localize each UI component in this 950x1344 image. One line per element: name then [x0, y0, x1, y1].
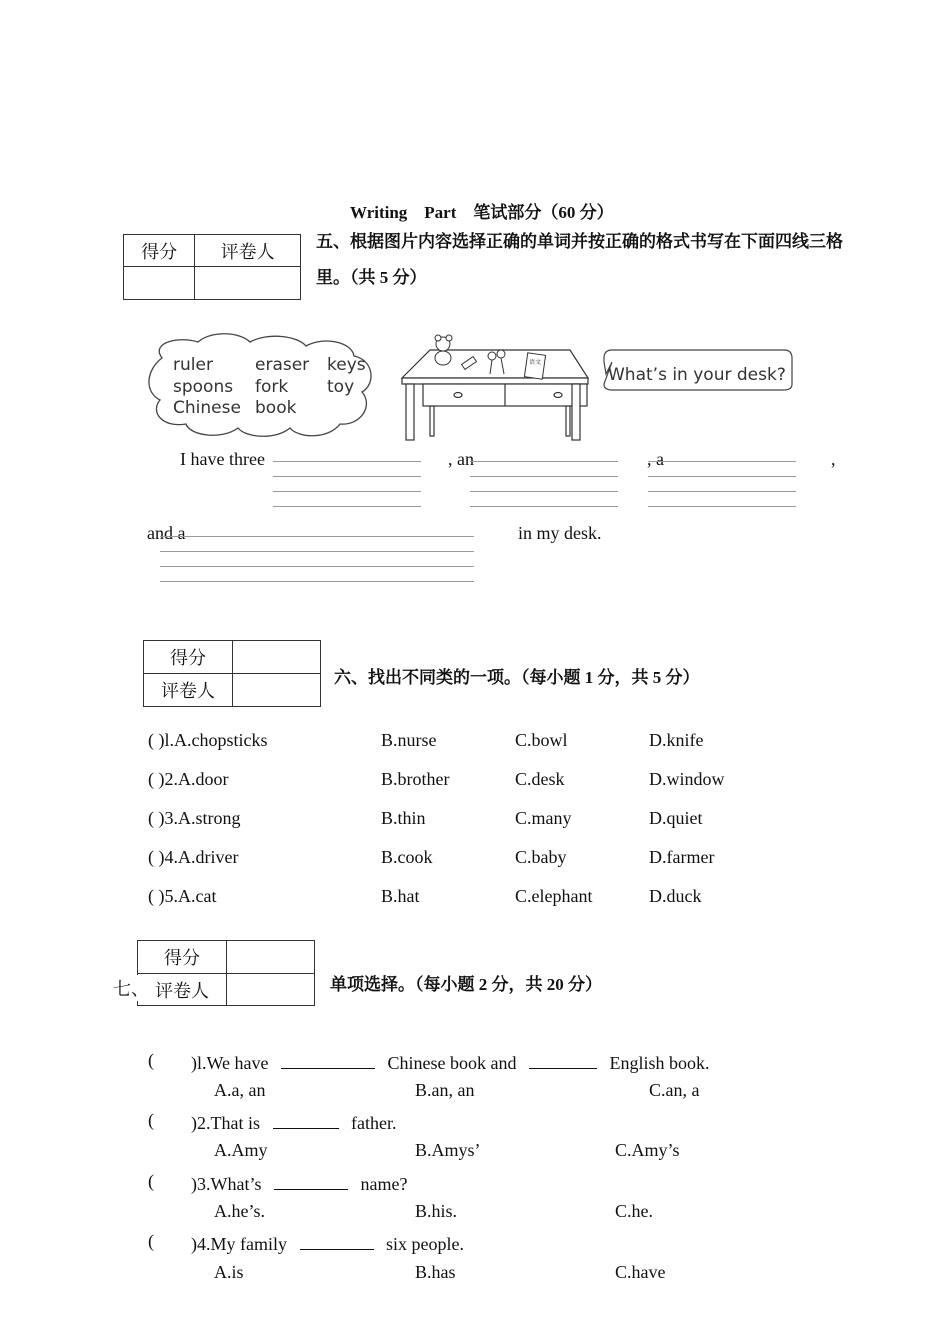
option-c: C.many: [515, 808, 572, 828]
option-c: C.Amy’s: [615, 1140, 680, 1160]
score-cell[interactable]: [233, 641, 321, 674]
option-b: B.Amys’: [415, 1140, 481, 1160]
cloud-word: book: [255, 398, 297, 418]
score-box-7: [137, 940, 315, 1006]
question-stem: ( )5.A.cat: [148, 886, 217, 906]
grader-cell[interactable]: [195, 267, 301, 300]
option-d: D.duck: [649, 886, 702, 906]
grader-label: 评卷人: [144, 674, 233, 707]
option-b: B.thin: [381, 808, 426, 828]
sentence-part: ,: [831, 449, 836, 469]
option-b: B.hat: [381, 886, 420, 906]
section7-number: 七、: [113, 975, 149, 1001]
option-b: B.his.: [415, 1201, 458, 1221]
answer-blank[interactable]: [274, 1171, 348, 1190]
option-d: D.farmer: [649, 847, 715, 867]
grader-label: 评卷人: [138, 974, 227, 1006]
question-post: name?: [360, 1174, 408, 1194]
option-c: C.bowl: [515, 730, 568, 750]
score-cell[interactable]: [124, 267, 195, 300]
sentence-part: in my desk.: [518, 523, 602, 543]
section5-title: 五、根据图片内容选择正确的单词并按正确的格式书写在下面四线三格里。（共 5 分）: [316, 232, 843, 287]
question-pre: )l.We have: [191, 1053, 269, 1073]
writing-lines-2[interactable]: [470, 461, 618, 521]
option-b: B.has: [415, 1262, 456, 1282]
speech-text: What’s in your desk?: [608, 365, 786, 385]
question-post: six people.: [386, 1234, 464, 1254]
option-d: D.window: [649, 769, 725, 789]
grader-cell[interactable]: [233, 674, 321, 707]
option-a: A.he’s.: [214, 1201, 265, 1221]
sentence-part: and a: [147, 523, 186, 543]
cloud-word: eraser: [255, 355, 310, 375]
question-post: English book.: [609, 1053, 710, 1073]
answer-blank[interactable]: [273, 1110, 339, 1129]
cloud-word: Chinese: [173, 398, 241, 418]
score-box-6: [143, 640, 321, 707]
option-a: A.Amy: [214, 1140, 268, 1160]
question-row: [191, 1231, 464, 1255]
option-c: C.an, a: [649, 1080, 700, 1100]
option-a: A.is: [214, 1262, 244, 1282]
grader-label: 评卷人: [195, 235, 301, 267]
answer-blank[interactable]: [281, 1050, 375, 1069]
question-row: [191, 1110, 396, 1134]
option-c: C.have: [615, 1262, 666, 1282]
question-stem: ( )3.A.strong: [148, 808, 241, 828]
option-a: A.a, an: [214, 1080, 266, 1100]
cloud-word: toy: [327, 377, 355, 397]
cloud-word: ruler: [173, 355, 213, 375]
cloud-word: spoons: [173, 377, 234, 397]
score-cell[interactable]: [227, 941, 315, 974]
desk-icon: [402, 350, 588, 440]
sentence-part: , an: [448, 449, 474, 469]
chinese-book-icon: [524, 353, 545, 379]
svg-text:语文: 语文: [529, 360, 542, 366]
page-title: Writing Part 笔试部分（60 分）: [350, 203, 614, 222]
option-b: B.cook: [381, 847, 433, 867]
question-stem: ( )2.A.door: [148, 769, 229, 789]
score-label: 得分: [138, 941, 227, 974]
question-stem: ( )l.A.chopsticks: [148, 730, 268, 750]
writing-lines-1[interactable]: [273, 461, 421, 521]
option-d: D.knife: [649, 730, 704, 750]
score-label: 得分: [144, 641, 233, 674]
question-pre: )4.My family: [191, 1234, 287, 1254]
grader-cell[interactable]: [227, 974, 315, 1006]
score-label: 得分: [124, 235, 195, 267]
option-c: C.baby: [515, 847, 567, 867]
question-stem: ( )4.A.driver: [148, 847, 239, 867]
section6-title: 六、找出不同类的一项。（每小题 1 分，共 5 分）: [334, 668, 700, 687]
question-paren: (: [148, 1231, 154, 1251]
question-pre: )3.What’s: [191, 1174, 262, 1194]
question-paren: (: [148, 1050, 154, 1070]
option-b: B.nurse: [381, 730, 437, 750]
question-post: father.: [351, 1113, 397, 1133]
question-mid: Chinese book and: [387, 1053, 517, 1073]
answer-blank[interactable]: [300, 1231, 374, 1250]
option-c: C.elephant: [515, 886, 593, 906]
sentence-part: , a: [647, 449, 664, 469]
question-pre: )2.That is: [191, 1113, 260, 1133]
question-paren: (: [148, 1171, 154, 1191]
option-d: D.quiet: [649, 808, 703, 828]
writing-lines-4[interactable]: [160, 536, 474, 596]
writing-lines-3[interactable]: [648, 461, 796, 521]
option-c: C.desk: [515, 769, 565, 789]
question-row: [191, 1050, 710, 1074]
option-b: B.an, an: [415, 1080, 475, 1100]
cloud-word: keys: [327, 355, 366, 375]
score-box-5: [123, 234, 301, 300]
question-paren: (: [148, 1110, 154, 1130]
section7-title: 单项选择。（每小题 2 分，共 20 分）: [330, 975, 602, 994]
sentence-part: I have three: [180, 449, 265, 469]
option-b: B.brother: [381, 769, 450, 789]
answer-blank[interactable]: [529, 1050, 597, 1069]
desk-illustration: [140, 330, 800, 448]
question-row: [191, 1171, 407, 1195]
cloud-word: fork: [255, 377, 289, 397]
option-c: C.he.: [615, 1201, 653, 1221]
